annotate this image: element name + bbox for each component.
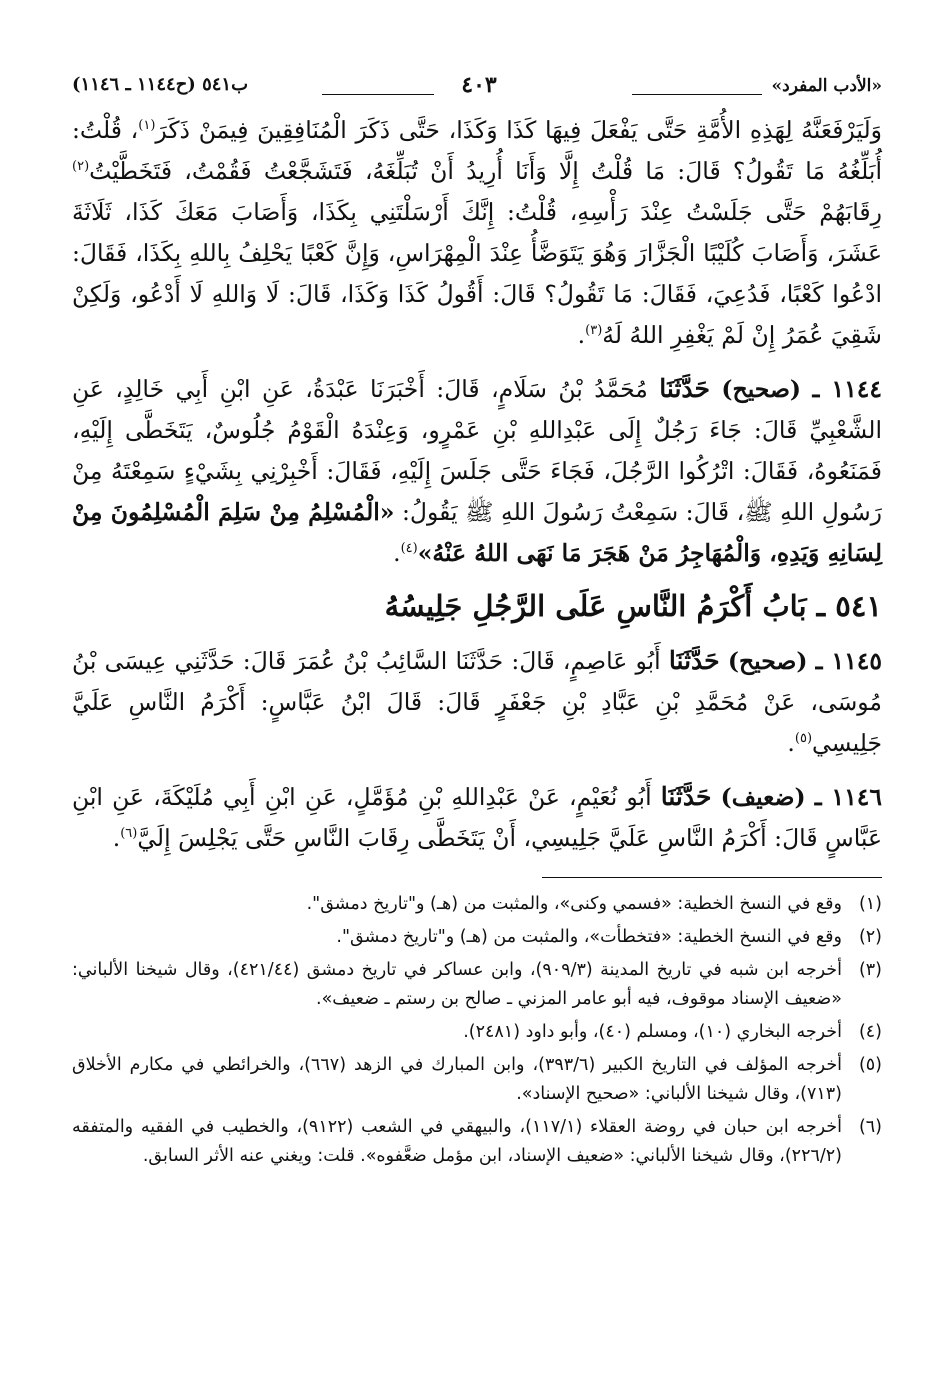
footnote-item: [72, 890, 882, 919]
footnote-ref: (٦): [120, 826, 138, 842]
hadith-1145: [72, 640, 882, 764]
footnote-text: أخرجه ابن حبان في روضة العقلاء (١١٧/١)، والبيهقي في الشعب (٩١٢٢)، والخطيب في الفقيه والمتفقه (٢٢٦/٢)، وقال شيخنا الألباني: «ضعيف الإسناد، ابن مؤمل ضعَّفوه». قلت: ويغني عنه الأثر السابق.: [72, 1117, 842, 1166]
main-text: [72, 110, 882, 859]
footnote-item: [72, 956, 882, 1014]
footnote-text: أخرجه ابن شبه في تاريخ المدينة (٩٠٩/٣)، وابن عساكر في تاريخ دمشق (٤٢١/٤٤)، وقال شيخنا الألباني: «ضعيف الإسناد موقوف، فيه أبو عامر المزني ـ صالح بن رستم ـ ضعيف».: [72, 960, 842, 1009]
haddathana: حَدَّثَنَا: [659, 374, 710, 403]
header-rule-left: [322, 94, 434, 95]
text-run: ، قُلْتُ: أُبَلِّغُهُ مَا تَقُولُ؟ قَالَ: مَا قُلْتُ إِلَّا وَأَنَا أُرِيدُ أَنْ تُبَلِّغَهُ، فَتَشَجَّعْتُ فَقُمْتُ، فَتَخَطَّيْتُ: [72, 116, 882, 185]
footnote-ref: (٥): [794, 731, 813, 747]
page: [72, 70, 882, 1175]
footnote-ref: (٢): [72, 159, 90, 175]
footnote-item: [72, 1018, 882, 1047]
haddathana: حَدَّثَنَا: [660, 782, 712, 811]
paragraph-continued: [72, 110, 882, 356]
footnote-item: [72, 1113, 882, 1171]
chapter-heading: ٥٤١ ـ بَابُ أَكْرَمُ النَّاسِ عَلَى الرَّجُلِ جَلِيسُهُ: [384, 589, 882, 623]
hadith-number: ١١٤٤ ـ: [812, 375, 882, 403]
book-title: «الأدب المفرد»: [771, 76, 882, 96]
text-run: أَبُو عَاصِمٍ، قَالَ: حَدَّثَنَا السَّائِبُ بْنُ عُمَرَ قَالَ: حَدَّثَنِي عِيسَى بْنُ مُوسَى، عَنْ مُحَمَّدِ بْنِ عَبَّادِ بْنِ جَعْفَرٍ قَالَ: قَالَ ابْنُ عَبَّاسٍ: أَكْرَمُ النَّاسِ عَلَيَّ جَلِيسِي: [72, 647, 882, 757]
footnote-separator: [542, 877, 882, 878]
footnote-ref: (١): [138, 118, 156, 134]
hadith-1144: [72, 368, 882, 574]
text-run: .: [112, 824, 121, 852]
text-run: وَلَيَرْفَعَنَّهُ لِهَذِهِ الأُمَّةِ حَتَّى يَفْعَلَ فِيهَا كَذَا وَكَذَا، حَتَّى ذَكَرَ الْمُنَافِقِينَ فِيمَنْ ذَكَرَ: [155, 116, 883, 144]
footnote-number: (٢): [858, 927, 882, 947]
footnote-number: (٣): [858, 960, 882, 980]
hadith-number: ١١٤٥ ـ: [815, 647, 882, 675]
text-run: .: [577, 321, 586, 349]
text-run: رِقَابَهُمْ حَتَّى جَلَسْتُ عِنْدَ رَأْسِهِ، قُلْتُ: إِنَّكَ أَرْسَلْتَنِي بِكَذَا، وَأَصَابَ مَعَكَ كَذَا، ثَلَاثَةَ عَشَرَ، وَأَصَابَ كُلَيْبًا الْجَزَّارَ وَهُوَ يَتَوَضَّأُ عِنْدَ الْمِهْرَاسِ، وَإِنَّ كَعْبًا يَحْلِفُ بِاللهِ بِكَذَا، فَقَالَ: ادْعُوا كَعْبًا، فَدُعِيَ، فَقَالَ: مَا تَقُولُ؟ قَالَ: أَقُولُ كَذَا وَكَذَا، قَالَ: لَا وَاللهِ لَا أَدْعُو، وَلَكِنْ شَقِيَ عُمَرُ إِنْ لَمْ يَغْفِرِ اللهُ لَهُ: [72, 198, 882, 349]
text-run: مُحَمَّدُ بْنُ سَلَامٍ، قَالَ: أَخْبَرَنَا عَبْدَةُ، عَنِ ابْنِ أَبِي خَالِدٍ، عَنِ الشَّعْبِيِّ قَالَ: جَاءَ رَجُلٌ إِلَى عَبْدِاللهِ بْنِ عَمْرٍو، وَعِنْدَهُ الْقَوْمُ جُلُوسٌ، يَتَخَطَّى إِلَيْهِ، فَمَنَعُوهُ، فَقَالَ: اتْرُكُوا الرَّجُلَ، فَجَاءَ حَتَّى جَلَسَ إِلَيْهِ، فَقَالَ: أَخْبِرْنِي بِشَيْءٍ سَمِعْتَهُ مِنْ رَسُولِ اللهِ ﷺ، قَالَ: سَمِعْتُ رَسُولَ اللهِ ﷺ يَقُولُ:: [72, 375, 883, 526]
hadith-number: ١١٤٦ ـ: [814, 783, 882, 811]
footnote-number: (٥): [858, 1055, 882, 1075]
hadith-grade: (صحيح): [727, 647, 808, 675]
footnote-number: (٤): [858, 1022, 882, 1042]
footnote-number: (٦): [858, 1117, 882, 1137]
header-rule-right: [632, 94, 762, 95]
text-run: .: [393, 539, 401, 567]
footnote-text: وقع في النسخ الخطية: «فتخطأت»، والمثبت من (هـ) و"تاريخ دمشق".: [336, 927, 842, 947]
haddathana: حَدَّثَنَا: [668, 646, 720, 675]
footnote-ref: (٤): [400, 541, 418, 557]
chapter-range: ب٥٤١ (ح١١٤٤ ـ ١١٤٦): [72, 74, 249, 95]
footnote-item: [72, 1051, 882, 1109]
footnote-text: أخرجه البخاري (١٠)، ومسلم (٤٠)، وأبو داود (٢٤٨١).: [463, 1022, 842, 1042]
hadith-grade: (ضعيف): [720, 783, 806, 811]
page-number: ٤٠٣: [461, 72, 497, 98]
footnote-text: وقع في النسخ الخطية: «فسمي وكنى»، والمثبت من (هـ) و"تاريخ دمشق".: [306, 894, 842, 914]
footnote-number: (١): [858, 894, 882, 914]
footnote-item: [72, 923, 882, 952]
text-run: .: [787, 729, 795, 757]
footnotes: [72, 890, 882, 1171]
hadith-matn-bold: «الْمُسْلِمُ مِنْ سَلِمَ الْمُسْلِمُونَ مِنْ لِسَانِهِ وَيَدِهِ، وَالْمُهَاجِرُ مَنْ هَجَرَ مَا نَهَى اللهُ عَنْهُ»: [72, 498, 882, 567]
hadith-grade: (صحيح): [721, 375, 802, 403]
footnote-text: أخرجه المؤلف في التاريخ الكبير (٣٩٣/٦)، وابن المبارك في الزهد (٦٦٧)، والخرائطي في مكارم الأخلاق (٧١٣)، وقال شيخنا الألباني: «صحيح الإسناد».: [72, 1055, 842, 1104]
footnote-ref: (٣): [585, 323, 603, 339]
text-run: أَبُو نُعَيْمٍ، عَنْ عَبْدِاللهِ بْنِ مُؤَمَّلٍ، عَنِ ابْنِ أَبِي مُلَيْكَةَ، عَنِ ابْنِ عَبَّاسٍ قَالَ: أَكْرَمُ النَّاسِ عَلَيَّ جَلِيسِي، أَنْ يَتَخَطَّى رِقَابَ النَّاسِ حَتَّى يَجْلِسَ إِلَيَّ: [72, 783, 882, 852]
hadith-1146: [72, 776, 882, 859]
running-header: [72, 70, 882, 110]
